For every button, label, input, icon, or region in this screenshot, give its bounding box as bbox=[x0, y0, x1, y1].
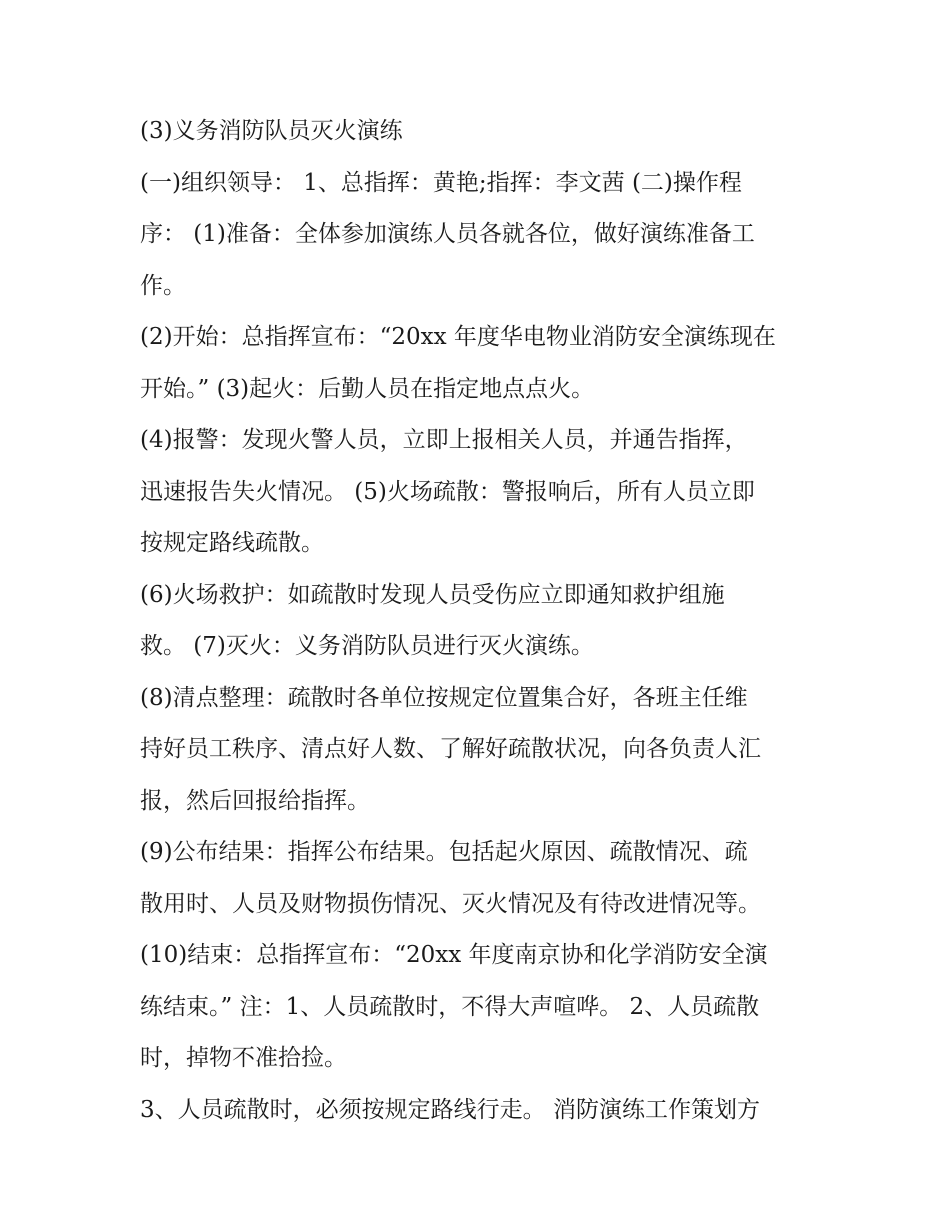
text-line: (一)组织领导： 1、总指挥：黄艳;指挥：李文茜 (二)操作程 bbox=[140, 169, 742, 196]
document-body bbox=[140, 106, 820, 1136]
text-line: (3)义务消防队员灭火演练 bbox=[140, 118, 403, 144]
text-line: 时，掉物不准拾捡。 bbox=[140, 1045, 347, 1071]
text-line: 迅速报告失火情况。 (5)火场疏散：警报响后，所有人员立即 bbox=[140, 478, 755, 505]
text-line: 救。 (7)灭火：义务消防队员进行灭火演练。 bbox=[140, 633, 594, 659]
text-line: 开始。” (3)起火：后勤人员在指定地点点火。 bbox=[140, 375, 595, 402]
text-line: 持好员工秩序、清点好人数、了解好疏散状况，向各负责人汇 bbox=[140, 736, 761, 762]
text-line: (2)开始：总指挥宣布：“20xx 年度华电物业消防安全演练现在 bbox=[140, 324, 776, 350]
text-line: 序： (1)准备：全体参加演练人员各就各位，做好演练准备工 bbox=[140, 221, 755, 247]
text-line: (6)火场救护：如疏散时发现人员受伤应立即通知救护组施 bbox=[140, 581, 725, 608]
text-line: 散用时、人员及财物损伤情况、灭火情况及有待改进情况等。 bbox=[140, 890, 761, 917]
text-line: 作。 bbox=[140, 272, 186, 299]
text-line: 按规定路线疏散。 bbox=[140, 530, 324, 556]
text-line: (8)清点整理：疏散时各单位按规定位置集合好，各班主任维 bbox=[140, 684, 748, 711]
text-line: 3、人员疏散时，必须按规定路线行走。 消防演练工作策划方 bbox=[140, 1096, 760, 1123]
text-line: 练结束。” 注：1、人员疏散时，不得大声喧哗。 2、人员疏散 bbox=[140, 993, 760, 1020]
text-line: (10)结束：总指挥宣布：“20xx 年度南京协和化学消防安全演 bbox=[140, 942, 768, 968]
text-line: 报，然后回报给指挥。 bbox=[140, 787, 370, 814]
text-line: (4)报警：发现火警人员，立即上报相关人员，并通告指挥， bbox=[140, 427, 748, 453]
text-line: (9)公布结果：指挥公布结果。包括起火原因、疏散情况、疏 bbox=[140, 839, 748, 865]
